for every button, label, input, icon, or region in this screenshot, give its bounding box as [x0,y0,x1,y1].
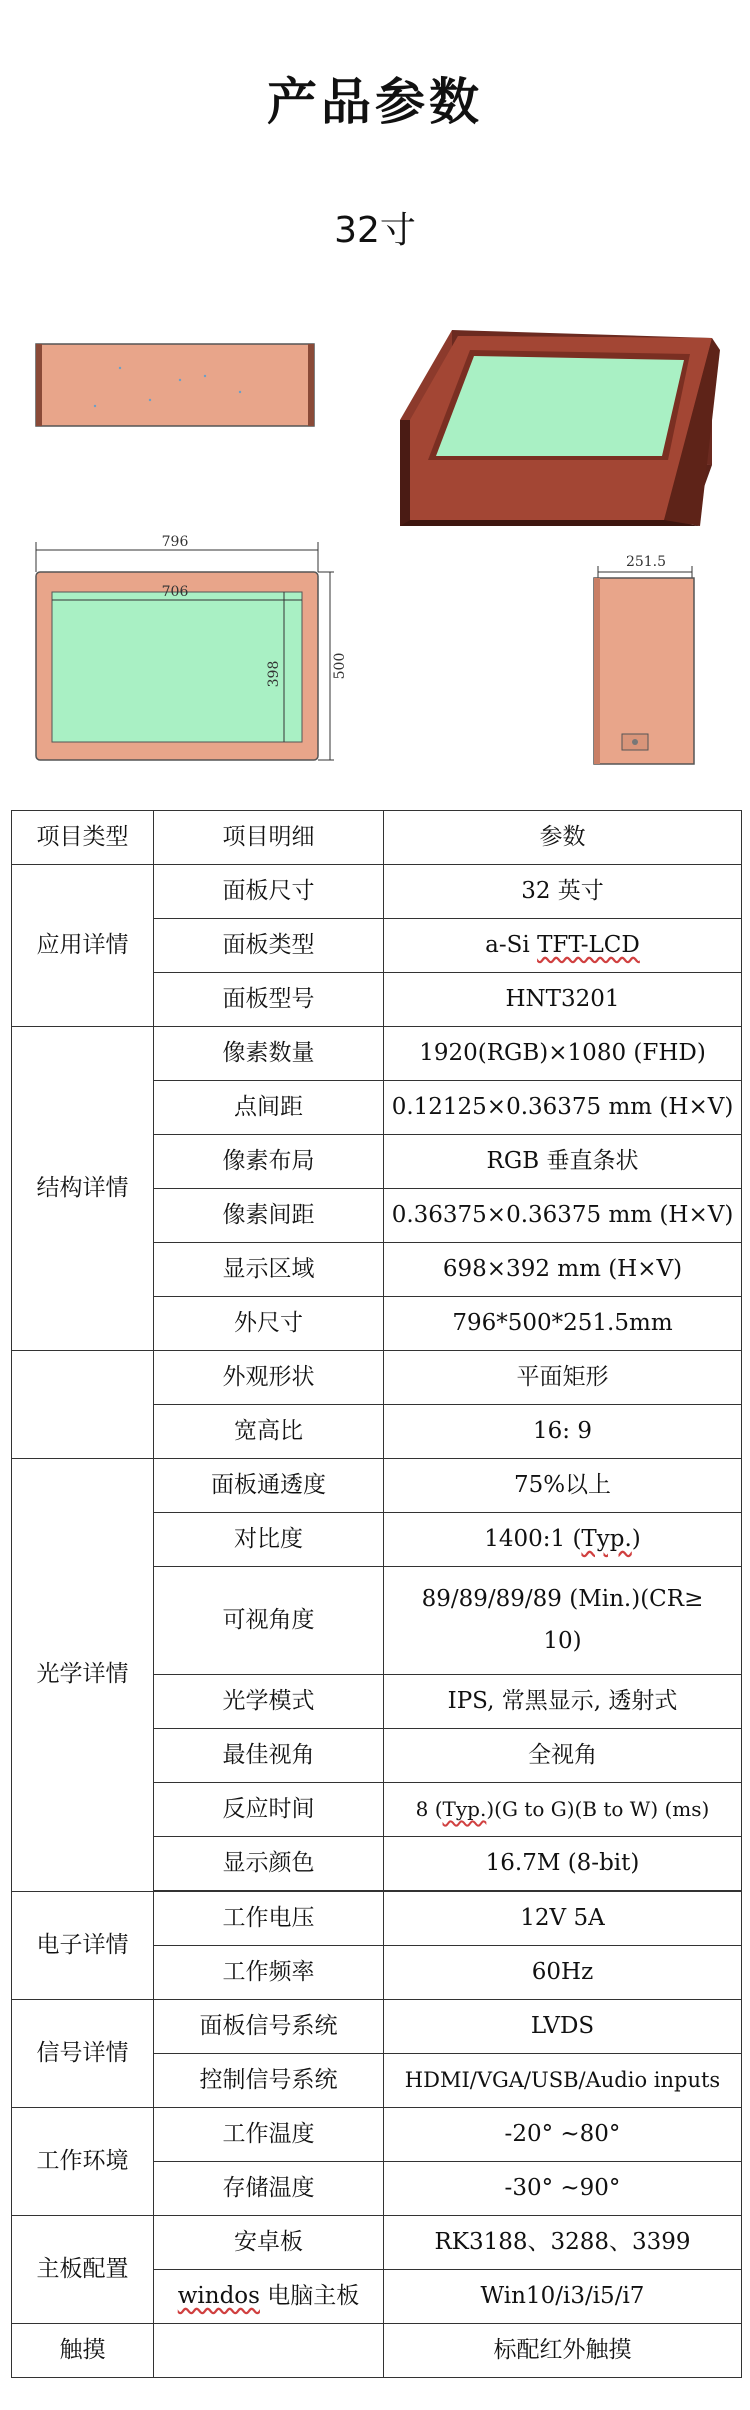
row-label: 工作电压 [154,1892,384,1946]
row-value: 平面矩形 [384,1351,742,1405]
row-value: 60Hz [384,1946,742,2000]
table-row [12,1459,742,1513]
row-label: 外观形状 [154,1351,384,1405]
group-label: 信号详情 [12,2000,154,2108]
side-view-drawing [594,566,694,764]
row-value: 32 英寸 [384,865,742,919]
row-label: 面板类型 [154,919,384,973]
header-type: 项目类型 [12,811,154,865]
row-value: 8 (Typ.)(G to G)(B to W) (ms) [384,1783,742,1837]
row-label: 工作频率 [154,1946,384,2000]
row-label: 光学模式 [154,1675,384,1729]
row-value: LVDS [384,2000,742,2054]
row-label: 面板信号系统 [154,2000,384,2054]
table-header-row [12,811,742,865]
row-value: 698×392 mm (H×V) [384,1243,742,1297]
spec-table [11,810,742,2378]
row-value: a-Si TFT-LCD [384,919,742,973]
row-label: 反应时间 [154,1783,384,1837]
row-label [154,2324,384,2378]
row-value: 89/89/89/89 (Min.)(CR≥ 10) [384,1567,742,1675]
row-value: IPS, 常黑显示, 透射式 [384,1675,742,1729]
row-label: 面板尺寸 [154,865,384,919]
row-value: 全视角 [384,1729,742,1783]
front-view-drawing [36,542,334,760]
row-label: windos 电脑主板 [154,2270,384,2324]
group-label: 结构详情 [12,1027,154,1351]
dim-screen-width: 706 [161,584,189,600]
row-label: 对比度 [154,1513,384,1567]
row-label: 最佳视角 [154,1729,384,1783]
row-value: 796*500*251.5mm [384,1297,742,1351]
row-label: 工作温度 [154,2108,384,2162]
dim-screen-height: 398 [266,660,282,688]
row-value: 0.12125×0.36375 mm (H×V) [384,1081,742,1135]
table-row [12,865,742,919]
dim-front-height: 500 [332,652,348,680]
table-row [12,2216,742,2270]
top-view-drawing [36,344,314,426]
header-detail: 项目明细 [154,811,384,865]
row-value: RK3188、3288、3399 [384,2216,742,2270]
perspective-view-drawing [400,330,720,526]
row-label: 面板通透度 [154,1459,384,1513]
group-label: 工作环境 [12,2108,154,2216]
group-label: 电子详情 [12,1892,154,2000]
table-row [12,2324,742,2378]
row-label: 存储温度 [154,2162,384,2216]
row-value: 16.7M (8-bit) [384,1837,742,1891]
row-label: 像素间距 [154,1189,384,1243]
table-row [12,2000,742,2054]
row-label: 宽高比 [154,1405,384,1459]
row-label: 面板型号 [154,973,384,1027]
row-value: -30° ~90° [384,2162,742,2216]
row-label: 外尺寸 [154,1297,384,1351]
row-label: 安卓板 [154,2216,384,2270]
dim-front-width: 796 [161,534,189,550]
row-value: Win10/i3/i5/i7 [384,2270,742,2324]
product-drawings [0,310,750,770]
table-row [12,1892,742,1946]
group-label: 触摸 [12,2324,154,2378]
row-value: RGB 垂直条状 [384,1135,742,1189]
row-label: 可视角度 [154,1567,384,1675]
row-value: 1400:1 (Typ.) [384,1513,742,1567]
row-value: HDMI/VGA/USB/Audio inputs [384,2054,742,2108]
size-subtitle: 32寸 [334,210,416,251]
row-label: 显示区域 [154,1243,384,1297]
group-label: 光学详情 [12,1459,154,1892]
row-value: 0.36375×0.36375 mm (H×V) [384,1189,742,1243]
table-row [12,1351,742,1405]
table-row [12,1027,742,1081]
dim-depth: 251.5 [625,554,667,570]
row-value: 75%以上 [384,1459,742,1513]
group-label-continued [12,1351,154,1459]
group-label: 主板配置 [12,2216,154,2324]
row-label: 像素布局 [154,1135,384,1189]
header-value: 参数 [384,811,742,865]
row-value: 1920(RGB)×1080 (FHD) [384,1027,742,1081]
page-title: 产品参数 [267,73,483,131]
row-label: 像素数量 [154,1027,384,1081]
row-value: 12V 5A [384,1892,742,1946]
row-value: 16: 9 [384,1405,742,1459]
group-label: 应用详情 [12,865,154,1027]
row-label: 控制信号系统 [154,2054,384,2108]
table-row [12,2108,742,2162]
row-label: 点间距 [154,1081,384,1135]
row-value: -20° ~80° [384,2108,742,2162]
row-value: HNT3201 [384,973,742,1027]
row-label: 显示颜色 [154,1837,384,1891]
row-value: 标配红外触摸 [384,2324,742,2378]
